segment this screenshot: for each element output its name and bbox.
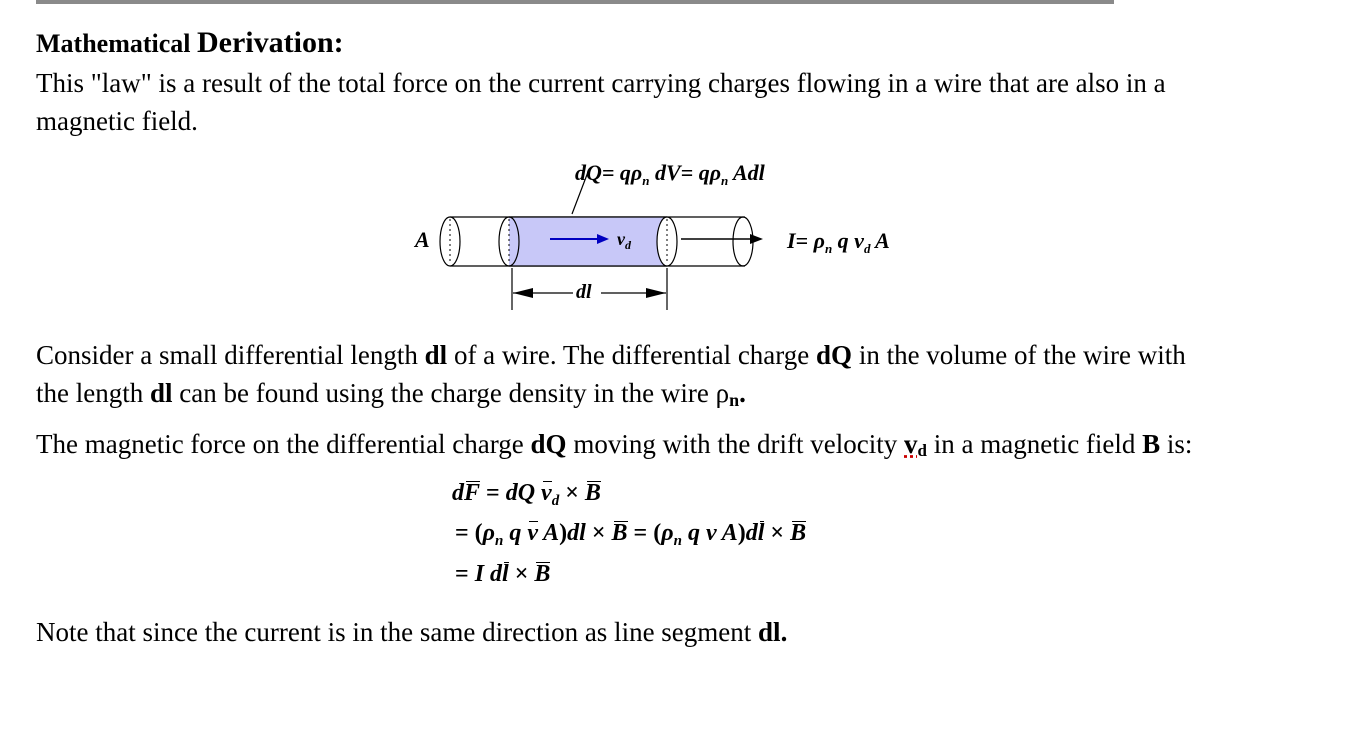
charge-density-symbol: ρ bbox=[715, 378, 730, 408]
intro-line-2: magnetic field. bbox=[36, 106, 198, 136]
equation-line-1: dF = dQ $v_d \times B$ bbox=[452, 480, 601, 509]
intro-line-1: This "law" is a result of the total force on the current carrying charges flowing in a wire that are also in a bbox=[36, 68, 1166, 98]
heading-part-2: Derivation: bbox=[197, 26, 344, 59]
drift-velocity-label: $v_d$ bbox=[617, 229, 631, 252]
area-label: A bbox=[415, 227, 430, 252]
drift-velocity-term: $v_d$ bbox=[904, 429, 927, 460]
section-heading bbox=[36, 26, 344, 60]
heading-part-1: Mathematical bbox=[36, 29, 198, 58]
consider-line-2: the length dl can be found using the charge density in the wire ρn. bbox=[36, 378, 746, 410]
equation-line-2: = ($\rho_n$ q v $A)dl \times B = (\rho_n$ q v A)dl × B bbox=[455, 520, 807, 549]
force-equations bbox=[452, 472, 932, 596]
consider-paragraph bbox=[36, 336, 1186, 419]
current-formula: $I= \rho_n$ q $v_d$ A bbox=[787, 228, 890, 256]
note-paragraph: Note that since the current is in the same direction as line segment dl. bbox=[36, 617, 788, 647]
dl-label: dl bbox=[576, 281, 592, 303]
dq-formula: $dQ= q\rho_n$ $dV= q\rho_n$ Adl bbox=[575, 160, 765, 188]
intro-paragraph bbox=[36, 64, 1166, 140]
magnetic-force-paragraph: The magnetic force on the differential charge dQ moving with the drift velocity $v_d$ in a magnetic field B is: bbox=[36, 429, 1193, 460]
differential-volume bbox=[509, 217, 667, 266]
consider-line-1: Consider a small differential length dl of a wire. The differential charge dQ in the volume of the wire with bbox=[36, 340, 1186, 370]
top-divider bbox=[36, 0, 1114, 4]
wire-segment-diagram bbox=[405, 150, 965, 310]
equation-line-3: = I dl × B bbox=[455, 561, 551, 587]
